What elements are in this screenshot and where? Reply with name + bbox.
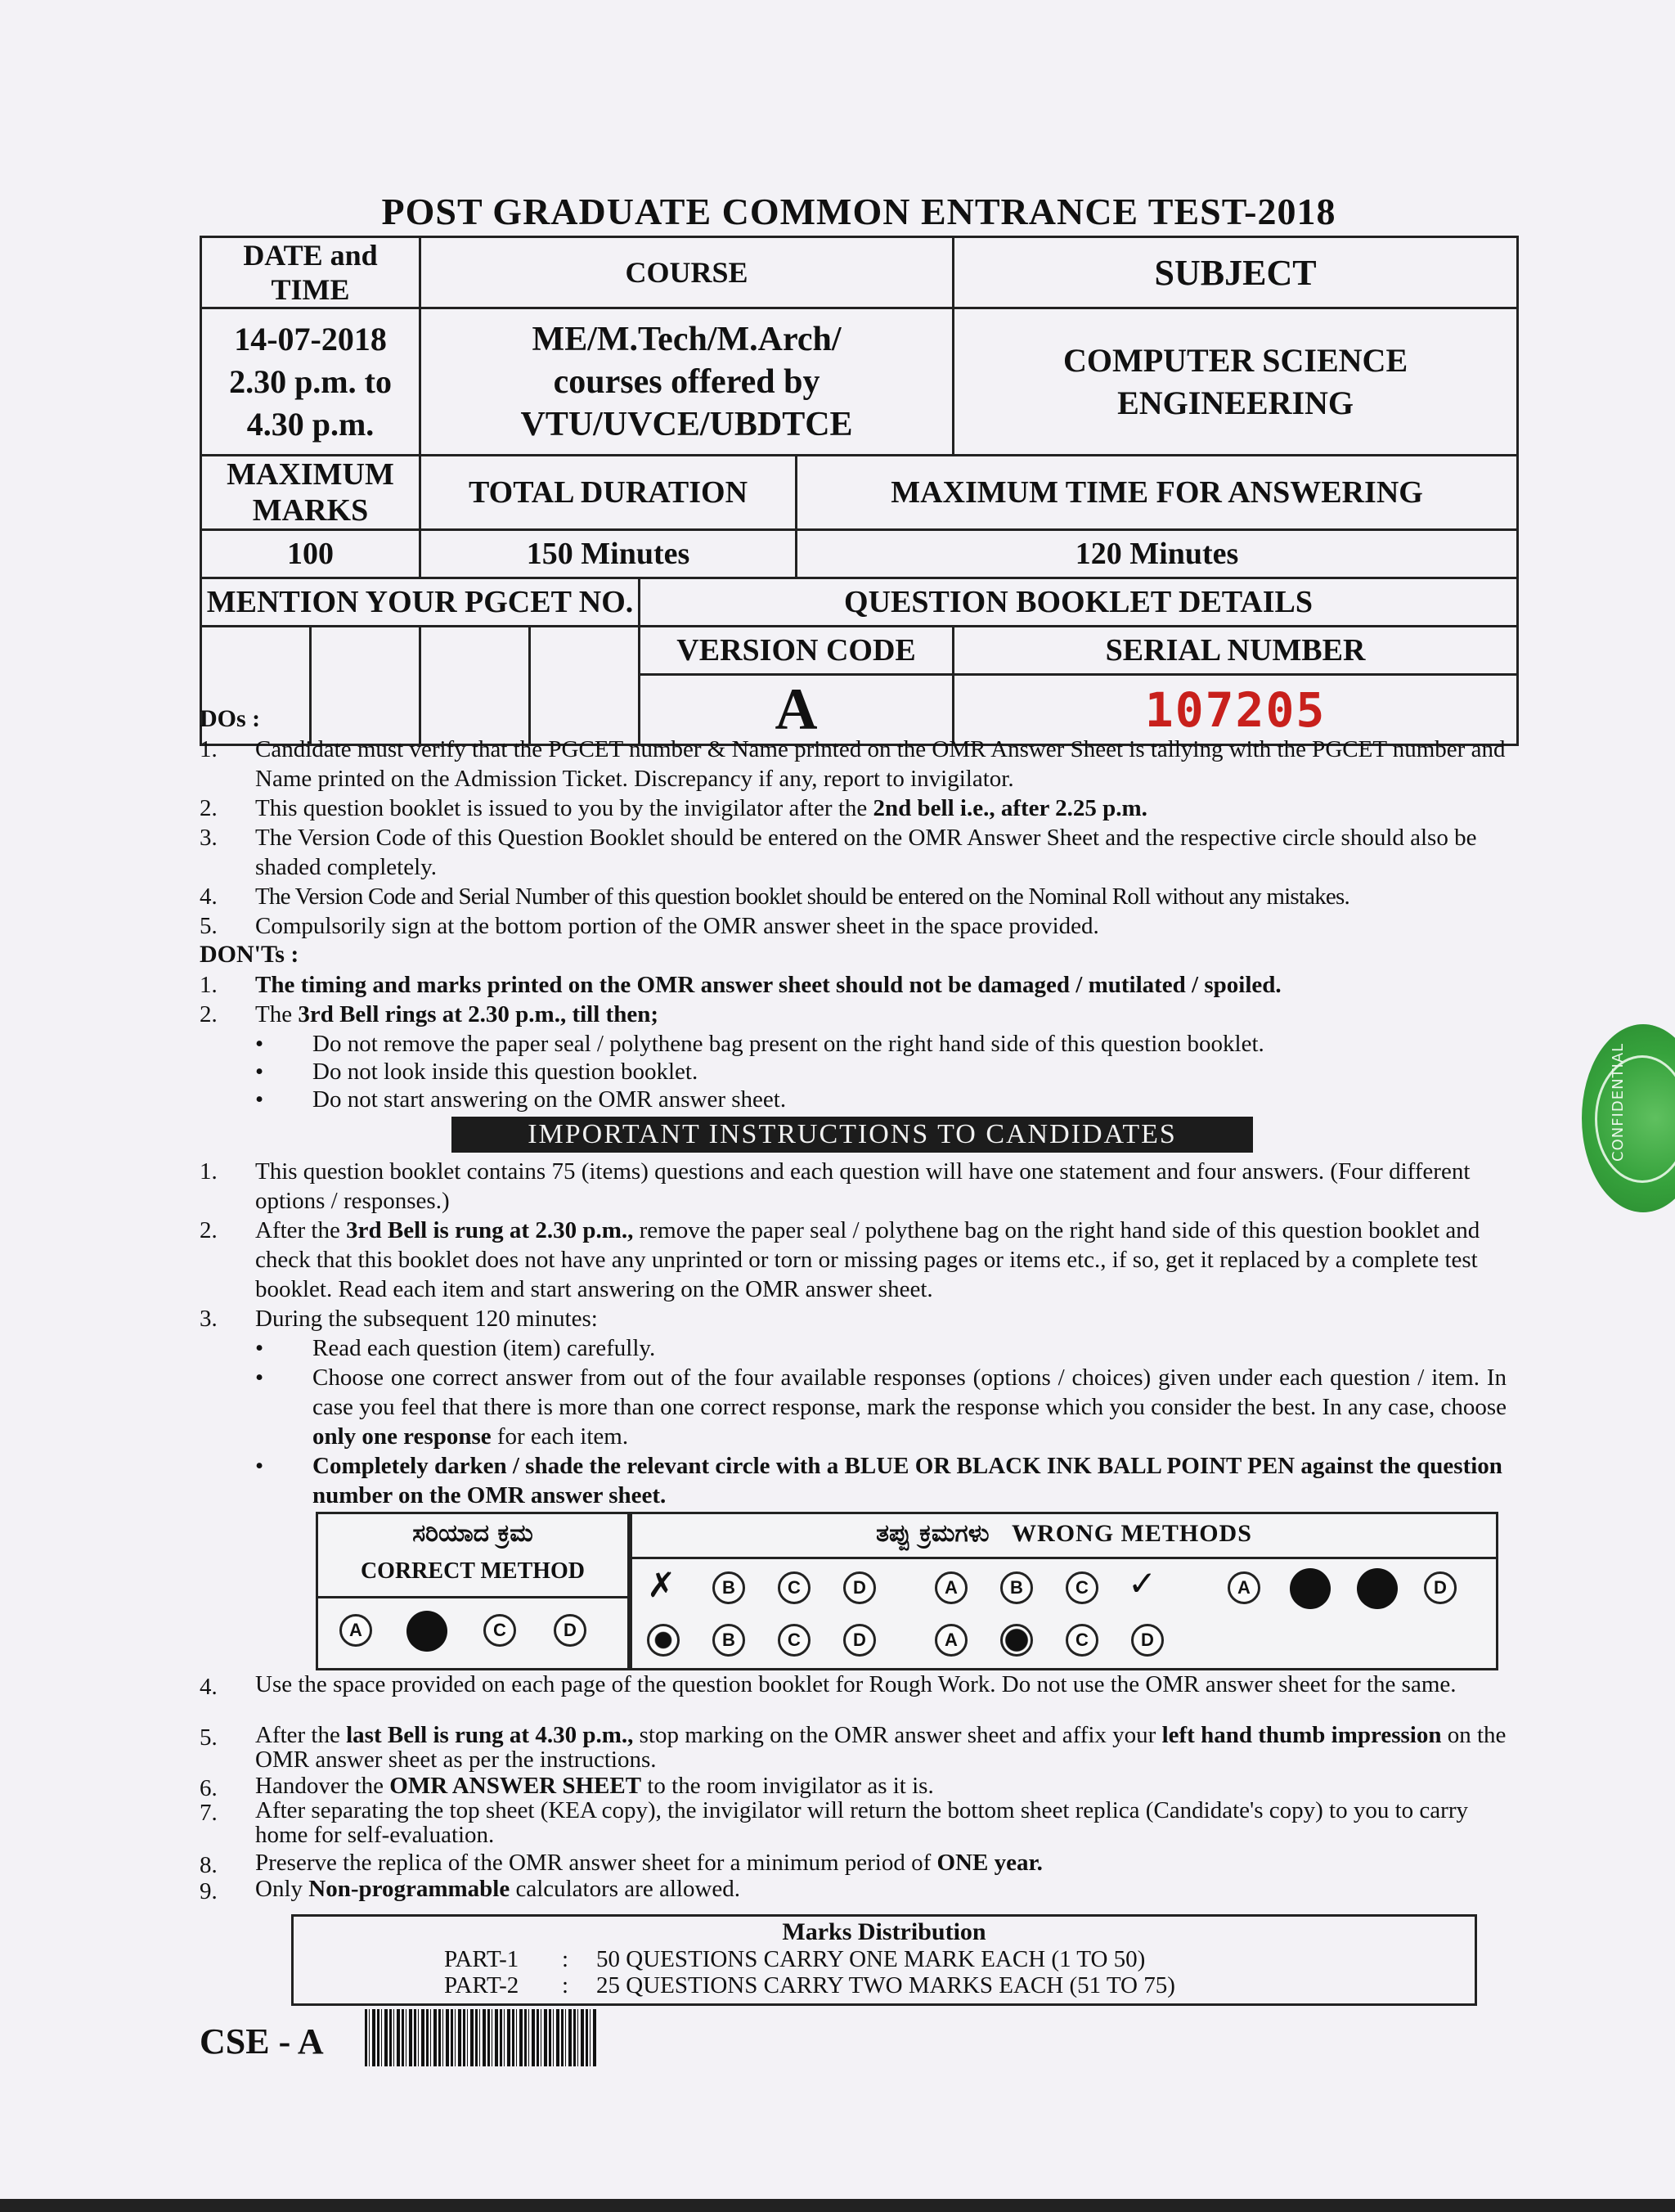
instruction-number: 2. [200, 1217, 218, 1243]
dos-item-text: Compulsorily sign at the bottom portion of the OMR answer sheet in the space provided. [255, 913, 1099, 939]
max-time-value: 120 Minutes [797, 530, 1518, 578]
correct-method-box [316, 1512, 630, 1670]
correct-method-label: CORRECT METHOD [360, 1558, 586, 1584]
option-circle-d: D [554, 1614, 586, 1647]
separator: : [562, 1946, 569, 1972]
crossed-circle-icon: ✗ [647, 1565, 676, 1605]
total-duration-value: 150 Minutes [420, 530, 797, 578]
option-circle-c: C [778, 1571, 811, 1604]
wrong-methods-header [632, 1519, 1496, 1548]
option-circle-d: D [1424, 1571, 1457, 1604]
course-label: COURSE [420, 237, 954, 308]
course-line-2: courses offered by [553, 362, 820, 401]
part2-label: PART-2 [444, 1972, 519, 1998]
instruction-number: 9. [200, 1878, 218, 1904]
exam-title: POST GRADUATE COMMON ENTRANCE TEST-2018 [381, 191, 1336, 232]
divider [318, 1596, 627, 1598]
version-code-value: A [640, 675, 954, 745]
instruction-number: 7. [200, 1800, 218, 1826]
date-time-cell [201, 308, 420, 456]
wrong-methods-box [630, 1512, 1498, 1670]
tick-mark-icon: ✓ [1128, 1563, 1157, 1603]
divider [632, 1557, 1496, 1559]
version-code-label: VERSION CODE [640, 627, 954, 675]
pgcet-digit-box[interactable] [530, 627, 640, 745]
dos-item-number: 1. [200, 736, 218, 762]
instruction-text: After separating the top sheet (KEA copy), the invigilator will return the bottom sheet replica (Candidate's copy) to you to carry home for self-evaluation. [255, 1797, 1468, 1848]
option-circle-a: A [935, 1571, 968, 1604]
option-circle-d: D [1131, 1624, 1164, 1657]
partially-filled-circle-icon [1000, 1624, 1033, 1657]
bullet-icon: • [255, 1365, 264, 1391]
instruction-bullet: Completely darken / shade the relevant circle with a BLUE OR BLACK INK BALL POINT PEN against the question number on the OMR answer sheet. [312, 1453, 1502, 1508]
instruction-text: Handover the OMR ANSWER SHEET to the room invigilator as it is. [255, 1773, 934, 1799]
instruction-text: After the 3rd Bell is rung at 2.30 p.m., remove the paper seal / polythene bag on the right hand side of this question booklet and check that this booklet does not have any unprinted or torn or missing pages or items etc., if so, get it replaced by a complete test booklet. Read each item and start answering on the OMR answer sheet. [255, 1217, 1480, 1302]
donts-heading: DON'Ts : [200, 941, 299, 968]
dos-item-number: 2. [200, 795, 218, 821]
instruction-number: 4. [200, 1674, 218, 1700]
option-circle-filled [1357, 1568, 1398, 1609]
instruction-text: Only Non-programmable calculators are allowed. [255, 1876, 741, 1902]
dos-item-text: Candidate must verify that the PGCET number & Name printed on the OMR Answer Sheet is tallying with the PGCET number and Name printed on the Admission Ticket. Discrepancy if any, report to invigilator. [255, 736, 1506, 792]
subject-cell [954, 308, 1518, 456]
course-line-3: VTU/UVCE/UBDTCE [520, 405, 853, 443]
donts-item-text: The 3rd Bell rings at 2.30 p.m., till then; [255, 1001, 658, 1027]
donts-item-text: The timing and marks printed on the OMR answer sheet should not be damaged / mutilated / spoiled. [255, 972, 1282, 998]
seal-label: CONFIDENTIAL [1610, 1042, 1627, 1162]
booklet-details-label: QUESTION BOOKLET DETAILS [640, 578, 1518, 627]
bullet-icon: • [255, 1059, 264, 1085]
max-marks-label: MAXIMUM MARKS [201, 456, 420, 530]
dos-item-number: 4. [200, 883, 218, 910]
serial-number-value: 107205 [954, 675, 1518, 745]
instruction-bullet: Choose one correct answer from out of the four available responses (options / choices) given under each question / item. In case you feel that there is more than one correct response, mark the response which you consider the best. In any case, choose only one response for each item. [312, 1365, 1507, 1450]
dos-item-text: This question booklet is issued to you by the invigilator after the 2nd bell i.e., after 2.25 p.m. [255, 795, 1147, 821]
date-time-label: DATE and TIME [201, 237, 420, 308]
option-circle-c: C [778, 1624, 811, 1657]
max-marks-value: 100 [201, 530, 420, 578]
option-circle-a: A [339, 1614, 372, 1647]
correct-method-kannada: ಸರಿಯಾದ ಕ್ರಮ [412, 1519, 533, 1548]
course-line-1: ME/M.Tech/M.Arch/ [532, 320, 842, 358]
instruction-number: 6. [200, 1775, 218, 1801]
part1-label: PART-1 [444, 1946, 519, 1972]
instruction-number: 8. [200, 1852, 218, 1878]
bullet-icon: • [255, 1335, 264, 1361]
course-cell [420, 308, 954, 456]
separator: : [562, 1972, 569, 1998]
donts-item-number: 2. [200, 1001, 218, 1027]
pgcet-no-label: MENTION YOUR PGCET NO. [201, 578, 640, 627]
option-circle-c: C [1066, 1571, 1098, 1604]
option-circle-b: B [712, 1571, 745, 1604]
pgcet-digit-box[interactable] [420, 627, 530, 745]
subject-label: SUBJECT [954, 237, 1518, 308]
part1-text: 50 QUESTIONS CARRY ONE MARK EACH (1 TO 50) [596, 1946, 1146, 1972]
barcode-image [365, 2009, 597, 2066]
option-circle-filled [406, 1611, 447, 1652]
option-circle-a: A [935, 1624, 968, 1657]
instruction-text: After the last Bell is rung at 4.30 p.m., stop marking on the OMR answer sheet and affix your left hand thumb impression on the OMR answer sheet as per the instructions. [255, 1722, 1507, 1773]
donts-item-number: 1. [200, 972, 218, 998]
wrong-methods-label: WRONG METHODS [1012, 1520, 1252, 1547]
instruction-text: Preserve the replica of the OMR answer sheet for a minimum period of ONE year. [255, 1850, 1043, 1876]
part2-text: 25 QUESTIONS CARRY TWO MARKS EACH (51 TO 75) [596, 1972, 1175, 1998]
donts-bullet-text: Do not start answering on the OMR answer sheet. [312, 1086, 787, 1113]
instruction-text: During the subsequent 120 minutes: [255, 1306, 598, 1332]
important-instructions-banner: IMPORTANT INSTRUCTIONS TO CANDIDATES [451, 1117, 1253, 1153]
exam-date: 14-07-2018 [234, 320, 387, 357]
bullet-icon: • [255, 1453, 264, 1479]
option-circle-b: B [712, 1624, 745, 1657]
option-circle-filled [1290, 1568, 1331, 1609]
instruction-text: This question booklet contains 75 (items) questions and each question will have one statement and four answers. (Four different options / responses.) [255, 1158, 1471, 1214]
instruction-number: 3. [200, 1306, 218, 1332]
option-circle-a: A [1228, 1571, 1260, 1604]
donts-bullet-text: Do not look inside this question booklet. [312, 1059, 698, 1085]
booklet-code: CSE - A [200, 2021, 324, 2061]
option-circle-c: C [483, 1614, 516, 1647]
option-circle-c: C [1066, 1624, 1098, 1657]
instruction-bullet: Read each question (item) carefully. [312, 1335, 656, 1361]
marks-distribution-heading: Marks Distribution [782, 1918, 986, 1945]
total-duration-label: TOTAL DURATION [420, 456, 797, 530]
subject-line-2: ENGINEERING [1117, 384, 1354, 421]
instruction-text: Use the space provided on each page of the question booklet for Rough Work. Do not use the OMR answer sheet for the same. [255, 1671, 1457, 1697]
subject-line-1: COMPUTER SCIENCE [1062, 341, 1408, 379]
exam-details-table [200, 236, 1519, 746]
marks-distribution-box [291, 1914, 1477, 2006]
serial-number-label: SERIAL NUMBER [954, 627, 1518, 675]
dos-item-number: 5. [200, 913, 218, 939]
instruction-number: 5. [200, 1724, 218, 1751]
bullet-icon: • [255, 1086, 264, 1113]
page-edge [0, 2199, 1675, 2212]
pgcet-digit-box[interactable] [311, 627, 420, 745]
dos-item-text: The Version Code and Serial Number of this question booklet should be entered on the Nominal Roll without any mistakes. [255, 883, 1349, 910]
dos-item-number: 3. [200, 825, 218, 851]
bullet-icon: • [255, 1031, 264, 1057]
dot-filled-circle-icon [647, 1624, 680, 1657]
exam-time: 2.30 p.m. to 4.30 p.m. [229, 362, 392, 443]
dos-heading: DOs : [200, 705, 261, 732]
option-circle-d: D [843, 1571, 876, 1604]
donts-bullet-text: Do not remove the paper seal / polythene bag present on the right hand side of this question booklet. [312, 1031, 1264, 1057]
option-circle-b: B [1000, 1571, 1033, 1604]
dos-item-text: The Version Code of this Question Booklet should be entered on the OMR Answer Sheet and the respective circle should also be shaded completely. [255, 825, 1477, 880]
instruction-number: 1. [200, 1158, 218, 1185]
wrong-methods-kannada: ತಪ್ಪು ಕ್ರಮಗಳು [876, 1519, 990, 1548]
max-time-label: MAXIMUM TIME FOR ANSWERING [797, 456, 1518, 530]
option-circle-d: D [843, 1624, 876, 1657]
